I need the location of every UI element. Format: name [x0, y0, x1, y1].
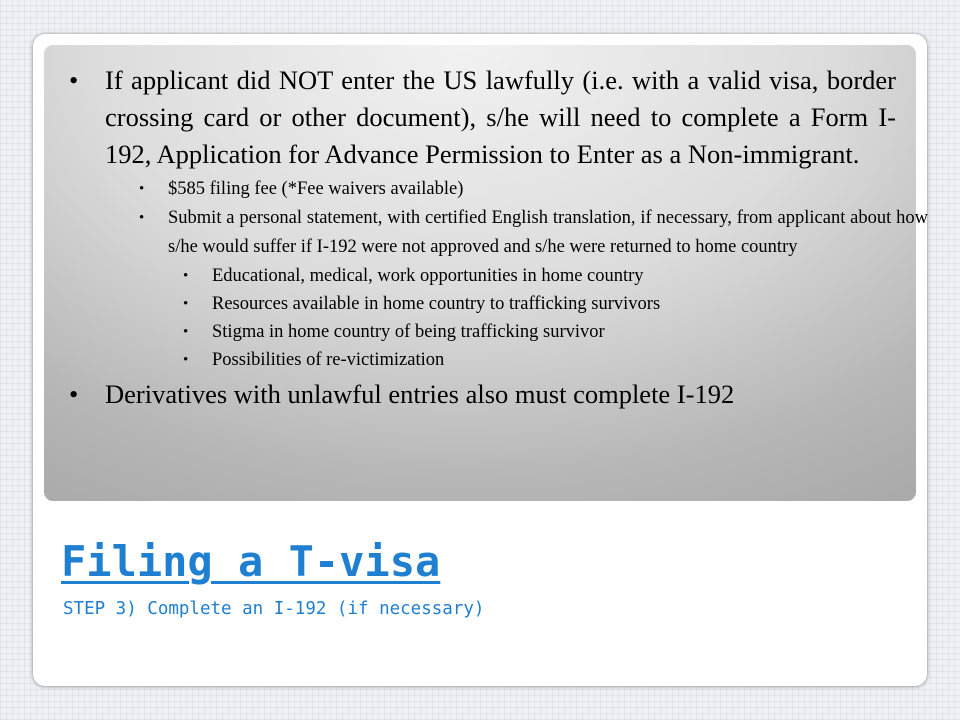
sub-sub-bullet-text-3: Stigma in home country of being trafficking survivor — [212, 322, 605, 342]
slide-subtitle: STEP 3) Complete an I-192 (if necessary) — [63, 599, 485, 619]
bullet-item-1 — [61, 62, 928, 374]
sub-sub-bullet-list — [105, 262, 896, 374]
sub-sub-bullet-text-1: Educational, medical, work opportunities in home country — [212, 266, 644, 286]
bullet-dot-icon: • — [183, 324, 189, 340]
bullet-dot-icon: • — [139, 210, 145, 226]
bullet-dot-icon: • — [183, 352, 189, 368]
sub-bullet-text-2: Submit a personal statement, with certified English translation, if necessary, from applicant about how s/he would suffer if I-192 were not approved and s/he were returned to home country — [168, 208, 928, 257]
bullet-dot-icon: • — [69, 379, 79, 409]
sub-sub-bullet-item-4 — [105, 346, 896, 374]
slide-card — [33, 34, 927, 686]
sub-bullet-list — [105, 175, 928, 262]
bullet-text-1: If applicant did NOT enter the US lawfully (i.e. with a valid visa, border crossing card or other document), s/he will need to complete a Form I-192, Application for Advance Permission to Enter as a Non-immigrant. — [105, 65, 896, 169]
sub-sub-bullet-text-4: Possibilities of re-victimization — [212, 350, 445, 370]
bullet-dot-icon: • — [69, 65, 79, 95]
sub-bullet-item-1 — [105, 175, 896, 204]
sub-sub-bullet-item-2 — [105, 290, 896, 318]
bullet-item-2 — [61, 376, 896, 413]
content-box — [44, 45, 928, 501]
sub-bullet-text-1: $585 filing fee (*Fee waivers available) — [168, 179, 464, 199]
sub-sub-bullet-item-1 — [105, 262, 896, 290]
sub-sub-bullet-item-3 — [105, 318, 896, 346]
bullet-dot-icon: • — [183, 296, 189, 312]
sub-bullet-item-2 — [105, 204, 928, 262]
bullet-dot-icon: • — [183, 268, 189, 284]
bullet-dot-icon: • — [139, 181, 145, 197]
sub-sub-bullet-text-2: Resources available in home country to trafficking survivors — [212, 294, 661, 314]
bullet-text-2: Derivatives with unlawful entries also must complete I-192 — [105, 379, 735, 409]
slide-title-link[interactable]: Filing a T-visa — [61, 537, 441, 586]
bullet-list — [61, 62, 928, 413]
